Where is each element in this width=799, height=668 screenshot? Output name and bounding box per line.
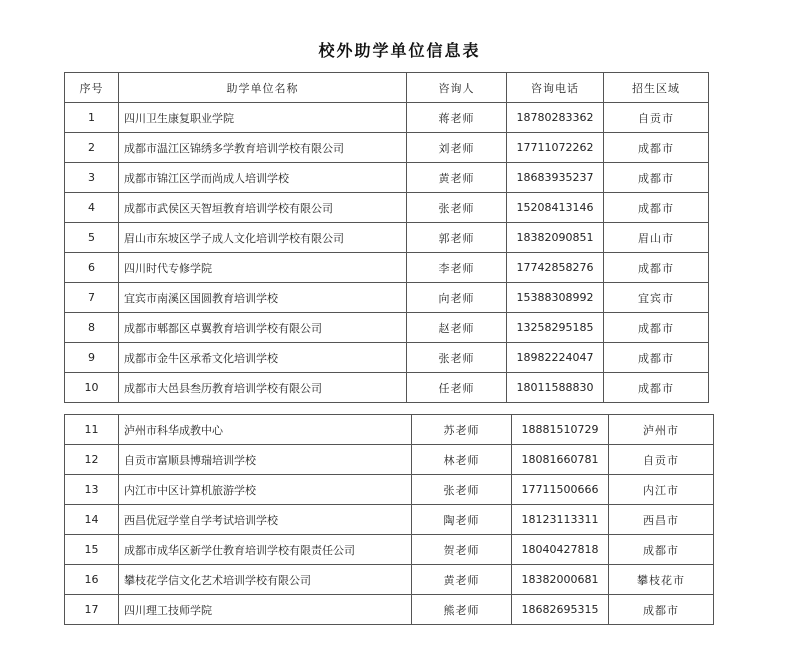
cell-unit-name: 四川时代专修学院 (119, 253, 407, 283)
table-row (65, 343, 709, 373)
cell-phone: 18040427818 (512, 535, 609, 565)
cell-contact: 张老师 (412, 475, 512, 505)
cell-phone: 15208413146 (507, 193, 604, 223)
table-row (65, 565, 714, 595)
cell-contact: 贺老师 (412, 535, 512, 565)
table-row (65, 163, 709, 193)
cell-contact: 林老师 (412, 445, 512, 475)
cell-phone: 18982224047 (507, 343, 604, 373)
table-row (65, 415, 714, 445)
cell-unit-name: 四川卫生康复职业学院 (119, 103, 407, 133)
table-row (65, 253, 709, 283)
cell-phone: 17742858276 (507, 253, 604, 283)
header-name: 助学单位名称 (119, 73, 407, 103)
cell-contact: 郭老师 (407, 223, 507, 253)
cell-area: 成都市 (604, 133, 709, 163)
cell-area: 成都市 (604, 373, 709, 403)
cell-unit-name: 成都市武侯区天智垣教育培训学校有限公司 (119, 193, 407, 223)
cell-unit-name: 眉山市东坡区学子成人文化培训学校有限公司 (119, 223, 407, 253)
cell-phone: 18780283362 (507, 103, 604, 133)
cell-contact: 黄老师 (412, 565, 512, 595)
cell-area: 内江市 (609, 475, 714, 505)
cell-contact: 李老师 (407, 253, 507, 283)
cell-area: 眉山市 (604, 223, 709, 253)
table-row (65, 193, 709, 223)
cell-area: 自贡市 (604, 103, 709, 133)
cell-no: 3 (65, 163, 119, 193)
cell-phone: 18683935237 (507, 163, 604, 193)
cell-contact: 任老师 (407, 373, 507, 403)
cell-no: 10 (65, 373, 119, 403)
cell-contact: 赵老师 (407, 313, 507, 343)
cell-no: 15 (65, 535, 119, 565)
cell-area: 成都市 (604, 343, 709, 373)
cell-no: 14 (65, 505, 119, 535)
cell-no: 11 (65, 415, 119, 445)
header-contact: 咨询人 (407, 73, 507, 103)
cell-area: 西昌市 (609, 505, 714, 535)
cell-contact: 陶老师 (412, 505, 512, 535)
cell-unit-name: 四川理工技师学院 (119, 595, 412, 625)
cell-phone: 15388308992 (507, 283, 604, 313)
cell-unit-name: 攀枝花学信文化艺术培训学校有限公司 (119, 565, 412, 595)
header-area: 招生区域 (604, 73, 709, 103)
cell-phone: 18123113311 (512, 505, 609, 535)
cell-area: 成都市 (609, 595, 714, 625)
table-row (65, 103, 709, 133)
cell-contact: 黄老师 (407, 163, 507, 193)
table-row (65, 223, 709, 253)
cell-unit-name: 成都市郫都区卓翼教育培训学校有限公司 (119, 313, 407, 343)
cell-unit-name: 成都市温江区锦绣多学教育培训学校有限公司 (119, 133, 407, 163)
cell-unit-name: 成都市大邑县叁历教育培训学校有限公司 (119, 373, 407, 403)
cell-phone: 18682695315 (512, 595, 609, 625)
cell-phone: 17711500666 (512, 475, 609, 505)
cell-contact: 向老师 (407, 283, 507, 313)
cell-no: 12 (65, 445, 119, 475)
cell-area: 成都市 (609, 535, 714, 565)
cell-phone: 13258295185 (507, 313, 604, 343)
cell-unit-name: 成都市成华区新学仕教育培训学校有限责任公司 (119, 535, 412, 565)
table-row (65, 535, 714, 565)
cell-area: 成都市 (604, 163, 709, 193)
cell-contact: 张老师 (407, 343, 507, 373)
cell-area: 成都市 (604, 313, 709, 343)
cell-phone: 18881510729 (512, 415, 609, 445)
cell-unit-name: 成都市锦江区学而尚成人培训学校 (119, 163, 407, 193)
cell-unit-name: 泸州市科华成教中心 (119, 415, 412, 445)
cell-phone: 18382090851 (507, 223, 604, 253)
cell-no: 8 (65, 313, 119, 343)
cell-no: 6 (65, 253, 119, 283)
cell-no: 2 (65, 133, 119, 163)
cell-no: 4 (65, 193, 119, 223)
info-table-part-1 (64, 72, 709, 403)
table-row (65, 313, 709, 343)
cell-contact: 熊老师 (412, 595, 512, 625)
cell-contact: 张老师 (407, 193, 507, 223)
cell-contact: 蒋老师 (407, 103, 507, 133)
table-row (65, 445, 714, 475)
table-row (65, 373, 709, 403)
cell-no: 17 (65, 595, 119, 625)
table-row (65, 133, 709, 163)
cell-area: 成都市 (604, 193, 709, 223)
cell-no: 16 (65, 565, 119, 595)
header-no: 序号 (65, 73, 119, 103)
table-header-row (65, 73, 709, 103)
table-row (65, 475, 714, 505)
table-row (65, 283, 709, 313)
cell-unit-name: 西昌优冠学堂自学考试培训学校 (119, 505, 412, 535)
cell-no: 7 (65, 283, 119, 313)
cell-no: 1 (65, 103, 119, 133)
cell-area: 泸州市 (609, 415, 714, 445)
cell-phone: 17711072262 (507, 133, 604, 163)
cell-unit-name: 自贡市富顺县博瑞培训学校 (119, 445, 412, 475)
cell-area: 成都市 (604, 253, 709, 283)
cell-area: 自贡市 (609, 445, 714, 475)
cell-no: 13 (65, 475, 119, 505)
cell-unit-name: 内江市中区计算机旅游学校 (119, 475, 412, 505)
document-title: 校外助学单位信息表 (318, 41, 481, 60)
cell-no: 5 (65, 223, 119, 253)
header-phone: 咨询电话 (507, 73, 604, 103)
table-row (65, 505, 714, 535)
cell-unit-name: 宜宾市南溪区国圆教育培训学校 (119, 283, 407, 313)
cell-phone: 18382000681 (512, 565, 609, 595)
cell-unit-name: 成都市金牛区承希文化培训学校 (119, 343, 407, 373)
cell-area: 攀枝花市 (609, 565, 714, 595)
info-table-part-2 (64, 414, 714, 625)
cell-phone: 18081660781 (512, 445, 609, 475)
cell-contact: 刘老师 (407, 133, 507, 163)
cell-phone: 18011588830 (507, 373, 604, 403)
table-row (65, 595, 714, 625)
cell-area: 宜宾市 (604, 283, 709, 313)
cell-no: 9 (65, 343, 119, 373)
cell-contact: 苏老师 (412, 415, 512, 445)
